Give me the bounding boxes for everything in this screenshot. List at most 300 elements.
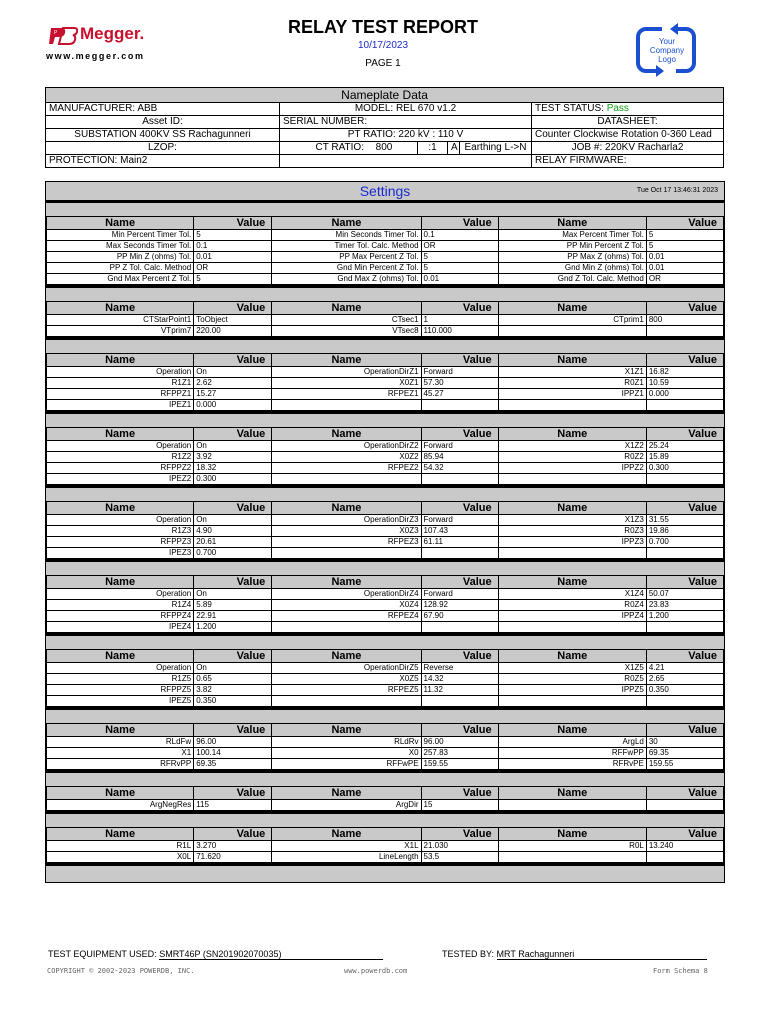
setting-value: 69.35: [194, 759, 272, 770]
column-header-value: Value: [646, 576, 723, 589]
column-header-value: Value: [421, 724, 498, 737]
setting-name: R0L: [498, 841, 646, 852]
column-header-name: Name: [272, 576, 421, 589]
column-header-value: Value: [646, 428, 723, 441]
model: MODEL: REL 670 v1.2: [280, 103, 532, 116]
setting-value: 100.14: [194, 748, 272, 759]
setting-value: 3.82: [194, 685, 272, 696]
column-header-name: Name: [498, 828, 646, 841]
column-header-value: Value: [421, 217, 498, 230]
setting-value: 107.43: [421, 526, 498, 537]
setting-value: 0.01: [421, 274, 498, 285]
setting-value: 25.24: [646, 441, 723, 452]
copyright: COPYRIGHT © 2002-2023 POWERDB, INC.: [47, 967, 195, 975]
settings-title: Settings: [359, 183, 411, 199]
setting-value: 0.65: [194, 674, 272, 685]
ct-ratio-unit: A: [448, 142, 460, 155]
setting-name: Min Percent Timer Tol.: [47, 230, 194, 241]
setting-value: 30: [646, 737, 723, 748]
settings-header-row: [47, 828, 724, 841]
test-status: [532, 103, 724, 116]
setting-value: 0.1: [194, 241, 272, 252]
column-header-name: Name: [47, 650, 194, 663]
column-header-value: Value: [421, 576, 498, 589]
column-header-value: Value: [194, 502, 272, 515]
setting-name: Operation: [47, 367, 194, 378]
setting-value: 3.270: [194, 841, 272, 852]
setting-name: RFRvPE: [498, 759, 646, 770]
setting-name: RLdFw: [47, 737, 194, 748]
tested-by: [442, 949, 707, 960]
column-header-value: Value: [421, 650, 498, 663]
setting-value: [421, 400, 498, 411]
setting-name: RFPEZ4: [272, 611, 421, 622]
setting-value: 257.83: [421, 748, 498, 759]
setting-name: Operation: [47, 441, 194, 452]
setting-value: Forward: [421, 515, 498, 526]
settings-group-table: [46, 723, 724, 770]
datasheet: DATASHEET:: [532, 116, 724, 129]
column-header-name: Name: [47, 354, 194, 367]
setting-name: X1: [47, 748, 194, 759]
setting-value: 69.35: [646, 748, 723, 759]
setting-name: [272, 622, 421, 633]
setting-name: Min Seconds Timer Tol.: [272, 230, 421, 241]
test-status-value: Pass: [606, 103, 629, 114]
column-header-name: Name: [498, 502, 646, 515]
setting-name: [272, 400, 421, 411]
setting-value: [646, 800, 723, 811]
setting-value: 22.91: [194, 611, 272, 622]
setting-name: RFRvPP: [47, 759, 194, 770]
settings-row: [47, 737, 724, 748]
setting-name: IPPZ1: [498, 389, 646, 400]
tested-by-value: MRT Rachagunneri: [497, 949, 707, 960]
setting-value: 23.83: [646, 600, 723, 611]
setting-value: 15.27: [194, 389, 272, 400]
column-header-value: Value: [421, 354, 498, 367]
settings-row: [47, 674, 724, 685]
setting-name: OperationDirZ4: [272, 589, 421, 600]
settings-row: [47, 263, 724, 274]
setting-name: X0Z2: [272, 452, 421, 463]
group-separator: [46, 485, 724, 501]
setting-value: Forward: [421, 589, 498, 600]
test-status-label: TEST STATUS:: [535, 103, 604, 114]
setting-value: [646, 622, 723, 633]
group-separator: [46, 411, 724, 427]
settings-header-row: [47, 724, 724, 737]
serial-number: SERIAL NUMBER:: [280, 116, 532, 129]
setting-value: [646, 852, 723, 863]
setting-name: R1Z3: [47, 526, 194, 537]
setting-value: 5: [421, 263, 498, 274]
setting-name: IPEZ2: [47, 474, 194, 485]
pt-ratio: PT RATIO: 220 kV : 110 V: [280, 129, 532, 142]
setting-name: LineLength: [272, 852, 421, 863]
setting-value: 5: [421, 252, 498, 263]
setting-value: 0.300: [194, 474, 272, 485]
setting-name: IPPZ5: [498, 685, 646, 696]
setting-name: PP Min Z (ohms) Tol.: [47, 252, 194, 263]
setting-value: 11.32: [421, 685, 498, 696]
settings-group-table: [46, 501, 724, 559]
setting-name: RFPEZ1: [272, 389, 421, 400]
asset-id: Asset ID:: [46, 116, 280, 129]
settings-row: [47, 474, 724, 485]
setting-value: 159.55: [421, 759, 498, 770]
settings-section: [45, 181, 725, 883]
column-header-name: Name: [47, 502, 194, 515]
setting-name: RFFwPP: [498, 748, 646, 759]
setting-name: X0Z3: [272, 526, 421, 537]
settings-row: [47, 852, 724, 863]
group-separator: [46, 770, 724, 786]
settings-row: [47, 463, 724, 474]
group-separator: [46, 559, 724, 575]
setting-name: IPEZ1: [47, 400, 194, 411]
column-header-name: Name: [47, 302, 194, 315]
setting-value: 0.000: [646, 389, 723, 400]
setting-value: 21.030: [421, 841, 498, 852]
settings-row: [47, 241, 724, 252]
lzop: LZOP:: [46, 142, 280, 155]
setting-value: 0.01: [194, 252, 272, 263]
page-number: PAGE 1: [365, 58, 401, 69]
setting-value: On: [194, 515, 272, 526]
settings-row: [47, 326, 724, 337]
settings-row: [47, 526, 724, 537]
setting-value: OR: [421, 241, 498, 252]
setting-name: Max Seconds Timer Tol.: [47, 241, 194, 252]
column-header-value: Value: [194, 354, 272, 367]
setting-value: 5: [194, 274, 272, 285]
setting-name: [498, 696, 646, 707]
setting-value: OR: [646, 274, 723, 285]
column-header-value: Value: [646, 828, 723, 841]
setting-value: 0.700: [646, 537, 723, 548]
setting-value: 800: [646, 315, 723, 326]
setting-value: 15.89: [646, 452, 723, 463]
setting-value: 128.92: [421, 600, 498, 611]
column-header-value: Value: [421, 302, 498, 315]
column-header-name: Name: [272, 428, 421, 441]
setting-value: On: [194, 441, 272, 452]
setting-value: 4.21: [646, 663, 723, 674]
ct-ratio-cell: [280, 142, 418, 155]
setting-value: [646, 326, 723, 337]
settings-row: [47, 389, 724, 400]
setting-name: CTStarPoint1: [47, 315, 194, 326]
column-header-value: Value: [646, 217, 723, 230]
setting-value: 71.620: [194, 852, 272, 863]
setting-value: Forward: [421, 367, 498, 378]
setting-value: 0.01: [646, 263, 723, 274]
settings-row: [47, 685, 724, 696]
settings-row: [47, 800, 724, 811]
brand-url: www.megger.com: [46, 51, 145, 61]
setting-name: X1Z1: [498, 367, 646, 378]
setting-name: ArgLd: [498, 737, 646, 748]
setting-name: Gnd Max Percent Z Tol.: [47, 274, 194, 285]
group-separator: [46, 285, 724, 301]
settings-header-row: [47, 428, 724, 441]
setting-name: RLdRv: [272, 737, 421, 748]
ct-ratio-label: CT RATIO:: [315, 142, 364, 153]
setting-value: 14.32: [421, 674, 498, 685]
setting-value: 1.200: [194, 622, 272, 633]
setting-name: X1Z3: [498, 515, 646, 526]
setting-value: [421, 696, 498, 707]
column-header-value: Value: [194, 724, 272, 737]
setting-name: R0Z3: [498, 526, 646, 537]
job-number: JOB #: 220KV Racharla2: [532, 142, 724, 155]
column-header-name: Name: [47, 724, 194, 737]
setting-name: X0L: [47, 852, 194, 863]
setting-name: IPEZ4: [47, 622, 194, 633]
settings-header-row: [47, 650, 724, 663]
column-header-name: Name: [272, 828, 421, 841]
setting-name: RFPPZ5: [47, 685, 194, 696]
setting-value: 53.5: [421, 852, 498, 863]
setting-value: 4.90: [194, 526, 272, 537]
column-header-value: Value: [646, 502, 723, 515]
company-logo: [632, 22, 702, 78]
setting-name: X1L: [272, 841, 421, 852]
test-equipment-label: TEST EQUIPMENT USED:: [48, 949, 157, 959]
column-header-name: Name: [272, 650, 421, 663]
setting-name: RFPPZ1: [47, 389, 194, 400]
group-separator: [46, 707, 724, 723]
setting-value: 54.32: [421, 463, 498, 474]
column-header-name: Name: [47, 787, 194, 800]
setting-value: [646, 696, 723, 707]
column-header-value: Value: [194, 576, 272, 589]
column-header-name: Name: [498, 302, 646, 315]
setting-value: 1.200: [646, 611, 723, 622]
setting-value: 96.00: [421, 737, 498, 748]
setting-name: X0Z1: [272, 378, 421, 389]
setting-name: R0Z2: [498, 452, 646, 463]
column-header-name: Name: [498, 724, 646, 737]
setting-name: X0: [272, 748, 421, 759]
column-header-value: Value: [194, 302, 272, 315]
setting-value: [646, 548, 723, 559]
setting-name: [498, 548, 646, 559]
setting-name: X1Z4: [498, 589, 646, 600]
setting-value: 61.11: [421, 537, 498, 548]
substation: SUBSTATION 400KV SS Rachagunneri: [46, 129, 280, 142]
column-header-value: Value: [421, 828, 498, 841]
setting-name: RFPPZ2: [47, 463, 194, 474]
column-header-name: Name: [272, 787, 421, 800]
settings-row: [47, 367, 724, 378]
svg-text:P: P: [54, 30, 58, 36]
column-header-name: Name: [272, 217, 421, 230]
setting-name: IPPZ2: [498, 463, 646, 474]
setting-name: [272, 474, 421, 485]
settings-header-row: [47, 217, 724, 230]
setting-name: Operation: [47, 515, 194, 526]
setting-name: PP Max Z (ohms) Tol.: [498, 252, 646, 263]
nameplate-table: [45, 87, 724, 168]
setting-value: 0.1: [421, 230, 498, 241]
settings-group-table: [46, 575, 724, 633]
column-header-name: Name: [272, 354, 421, 367]
column-header-value: Value: [421, 787, 498, 800]
settings-row: [47, 378, 724, 389]
setting-name: RFPEZ2: [272, 463, 421, 474]
tested-by-label: TESTED BY:: [442, 949, 495, 959]
setting-value: 220.00: [194, 326, 272, 337]
setting-value: 2.62: [194, 378, 272, 389]
settings-header-row: [47, 354, 724, 367]
setting-name: RFPPZ4: [47, 611, 194, 622]
setting-value: 45.27: [421, 389, 498, 400]
settings-row: [47, 600, 724, 611]
setting-value: 5: [194, 230, 272, 241]
setting-name: [272, 696, 421, 707]
setting-name: Max Percent Timer Tol.: [498, 230, 646, 241]
settings-row: [47, 841, 724, 852]
column-header-name: Name: [47, 576, 194, 589]
settings-group-table: [46, 786, 724, 811]
report-title: RELAY TEST REPORT: [287, 17, 479, 37]
setting-name: OperationDirZ5: [272, 663, 421, 674]
settings-row: [47, 315, 724, 326]
setting-value: [421, 548, 498, 559]
setting-name: Operation: [47, 663, 194, 674]
settings-group-table: [46, 301, 724, 337]
setting-name: RFFwPE: [272, 759, 421, 770]
setting-name: Operation: [47, 589, 194, 600]
earthing: Earthing L->N: [460, 142, 532, 155]
column-header-name: Name: [498, 650, 646, 663]
megger-logo: [46, 23, 166, 63]
setting-name: [498, 622, 646, 633]
setting-value: 18.32: [194, 463, 272, 474]
setting-value: [421, 474, 498, 485]
settings-row: [47, 663, 724, 674]
setting-name: R0Z1: [498, 378, 646, 389]
settings-end-bar: [46, 863, 724, 882]
settings-groups: [46, 200, 724, 863]
column-header-value: Value: [646, 650, 723, 663]
settings-group-table: [46, 827, 724, 863]
setting-name: OperationDirZ2: [272, 441, 421, 452]
setting-value: 13.240: [646, 841, 723, 852]
setting-name: [272, 548, 421, 559]
setting-name: IPPZ4: [498, 611, 646, 622]
setting-value: 16.82: [646, 367, 723, 378]
ct-ratio-secondary: :1: [418, 142, 448, 155]
setting-value: 0.350: [646, 685, 723, 696]
settings-group-table: [46, 427, 724, 485]
form-schema: Form Schema 8: [653, 967, 708, 975]
column-header-name: Name: [498, 217, 646, 230]
setting-name: Timer Tol. Calc. Method: [272, 241, 421, 252]
setting-name: [498, 400, 646, 411]
setting-name: Gnd Min Z (ohms) Tol.: [498, 263, 646, 274]
settings-row: [47, 759, 724, 770]
setting-name: X0Z5: [272, 674, 421, 685]
relay-firmware: RELAY FIRMWARE:: [532, 155, 724, 168]
column-header-value: Value: [194, 217, 272, 230]
column-header-value: Value: [646, 787, 723, 800]
column-header-name: Name: [498, 354, 646, 367]
company-logo-line: Your: [658, 37, 676, 46]
settings-row: [47, 441, 724, 452]
company-logo-line: Logo: [658, 55, 676, 64]
setting-value: 96.00: [194, 737, 272, 748]
brand-name: Megger.: [80, 24, 145, 43]
settings-header-row: [47, 302, 724, 315]
column-header-name: Name: [272, 724, 421, 737]
setting-value: On: [194, 367, 272, 378]
settings-row: [47, 400, 724, 411]
settings-header: [46, 182, 724, 200]
column-header-value: Value: [646, 354, 723, 367]
setting-name: Gnd Min Percent Z Tol.: [272, 263, 421, 274]
setting-name: R0Z4: [498, 600, 646, 611]
setting-value: [421, 622, 498, 633]
setting-value: 115: [194, 800, 272, 811]
setting-name: OperationDirZ3: [272, 515, 421, 526]
column-header-value: Value: [194, 787, 272, 800]
setting-name: R1L: [47, 841, 194, 852]
setting-name: VTprim7: [47, 326, 194, 337]
setting-name: X0Z4: [272, 600, 421, 611]
column-header-name: Name: [47, 217, 194, 230]
setting-value: 19.86: [646, 526, 723, 537]
setting-value: Forward: [421, 441, 498, 452]
group-separator: [46, 337, 724, 353]
setting-value: Reverse: [421, 663, 498, 674]
setting-name: R1Z4: [47, 600, 194, 611]
setting-value: 0.300: [646, 463, 723, 474]
setting-name: IPEZ5: [47, 696, 194, 707]
setting-value: 5.89: [194, 600, 272, 611]
column-header-name: Name: [47, 428, 194, 441]
setting-name: R1Z5: [47, 674, 194, 685]
setting-name: X1Z5: [498, 663, 646, 674]
setting-name: [498, 326, 646, 337]
nameplate-title: Nameplate Data: [46, 88, 724, 103]
settings-group-table: [46, 649, 724, 707]
setting-value: 10.59: [646, 378, 723, 389]
setting-value: ToObject: [194, 315, 272, 326]
settings-group-table: [46, 216, 724, 285]
rotation: Counter Clockwise Rotation 0-360 Lead: [532, 129, 724, 142]
column-header-name: Name: [498, 428, 646, 441]
setting-value: 57.30: [421, 378, 498, 389]
settings-row: [47, 274, 724, 285]
column-header-name: Name: [498, 576, 646, 589]
settings-row: [47, 622, 724, 633]
setting-value: 2.65: [646, 674, 723, 685]
setting-name: [498, 474, 646, 485]
column-header-value: Value: [646, 724, 723, 737]
setting-value: 110.000: [421, 326, 498, 337]
settings-group-table: [46, 353, 724, 411]
setting-name: OperationDirZ1: [272, 367, 421, 378]
settings-row: [47, 696, 724, 707]
setting-value: OR: [194, 263, 272, 274]
settings-timestamp: Tue Oct 17 13:46:31 2023: [636, 187, 718, 194]
setting-value: [646, 400, 723, 411]
column-header-name: Name: [498, 787, 646, 800]
settings-row: [47, 589, 724, 600]
